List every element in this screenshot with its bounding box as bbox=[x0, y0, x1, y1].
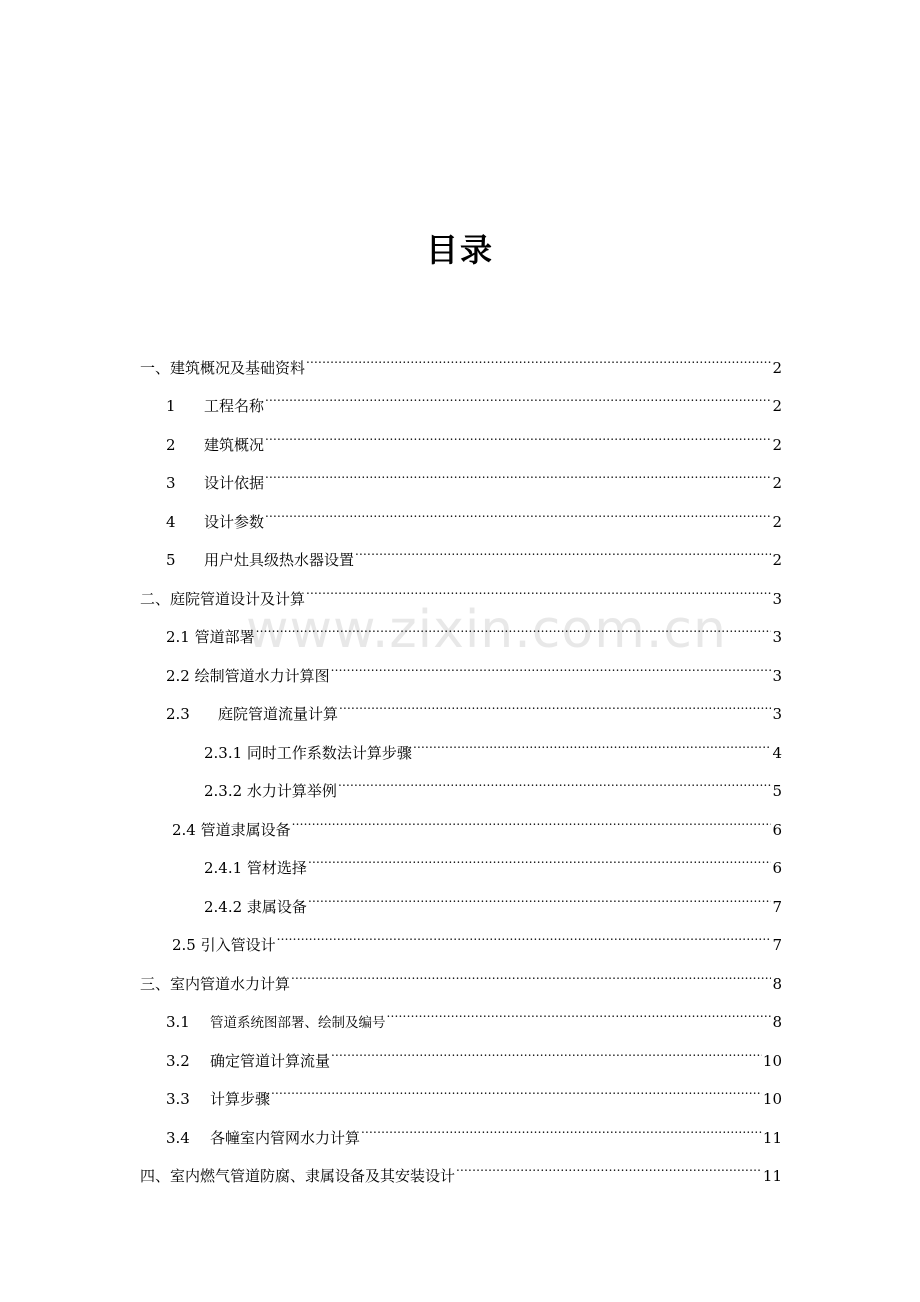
toc-entry-page: 2 bbox=[772, 512, 782, 531]
toc-entry-label: 三、室内管道水力计算 bbox=[140, 974, 291, 993]
toc-entry-page: 8 bbox=[772, 974, 782, 993]
toc-entry-label: 庭院管道流量计算 bbox=[218, 705, 339, 723]
dot-leader bbox=[265, 488, 771, 527]
toc-entry-label: 建筑概况 bbox=[204, 435, 265, 454]
toc-entry-page: 2 bbox=[772, 397, 782, 415]
dot-leader bbox=[361, 1104, 762, 1143]
toc-entry-page: 11 bbox=[762, 1128, 782, 1147]
toc-entry-page: 7 bbox=[772, 936, 782, 954]
toc-entry-number: 3.4 bbox=[166, 1128, 190, 1147]
dot-leader bbox=[413, 719, 772, 758]
dot-leader bbox=[256, 604, 772, 643]
toc-entry-number: 3.3 bbox=[166, 1090, 190, 1108]
toc-entry-number: 3.1 bbox=[166, 1013, 190, 1031]
dot-leader bbox=[265, 450, 771, 489]
toc-entry-page: 3 bbox=[772, 628, 782, 646]
toc-entry-label: 管道系统图部署、绘制及编号 bbox=[210, 1015, 386, 1031]
dot-leader bbox=[331, 1027, 762, 1066]
dot-leader bbox=[456, 1143, 762, 1182]
toc-entry-number: 1 bbox=[166, 397, 176, 415]
toc-entry-page: 10 bbox=[762, 1051, 782, 1070]
toc-title: 目录 bbox=[425, 231, 494, 269]
dot-leader bbox=[292, 796, 772, 835]
dot-leader bbox=[265, 373, 771, 412]
toc-entry-label: 2.1 管道部署 bbox=[166, 628, 255, 646]
toc-entry-page: 2 bbox=[772, 435, 782, 454]
watermark: www.zixin.com.cn bbox=[246, 600, 727, 660]
dot-leader bbox=[338, 758, 772, 797]
dot-leader bbox=[271, 1066, 762, 1105]
toc-entry[interactable] bbox=[140, 334, 782, 377]
toc-entry-page: 2 bbox=[772, 358, 782, 377]
toc-entry-label: 2.4 管道隶属设备 bbox=[172, 820, 291, 839]
toc-entry-number: 3.2 bbox=[166, 1051, 190, 1070]
toc-entry-page: 3 bbox=[772, 589, 782, 608]
dot-leader bbox=[277, 912, 772, 951]
toc-entry-label: 确定管道计算流量 bbox=[210, 1051, 331, 1070]
dot-leader bbox=[291, 950, 771, 989]
toc-entry-page: 2 bbox=[772, 474, 782, 492]
toc-entry-page: 3 bbox=[772, 705, 782, 723]
toc-entry-number: 3 bbox=[166, 474, 176, 492]
toc-entry-label: 2.3.2 水力计算举例 bbox=[204, 782, 337, 800]
toc-entry-page: 11 bbox=[762, 1167, 782, 1185]
toc-entry-label: 各幢室内管网水力计算 bbox=[210, 1128, 361, 1147]
toc-entry-page: 8 bbox=[772, 1013, 782, 1031]
toc-entry-page: 10 bbox=[762, 1090, 782, 1108]
dot-leader bbox=[308, 835, 772, 874]
toc-entry-label: 一、建筑概况及基础资料 bbox=[140, 358, 306, 377]
table-of-contents bbox=[140, 334, 782, 1185]
toc-entry-label: 2.3.1 同时工作系数法计算步骤 bbox=[204, 743, 412, 762]
toc-entry-number: 2 bbox=[166, 435, 176, 454]
toc-entry-label: 四、室内燃气管道防腐、隶属设备及其安装设计 bbox=[140, 1167, 456, 1185]
toc-entry-label: 2.2 绘制管道水力计算图 bbox=[166, 666, 330, 685]
toc-entry-label: 计算步骤 bbox=[210, 1090, 271, 1108]
toc-entry-label: 工程名称 bbox=[204, 397, 265, 415]
toc-entry-label: 2.4.2 隶属设备 bbox=[204, 897, 307, 916]
toc-entry-page: 7 bbox=[772, 897, 782, 916]
toc-entry-page: 6 bbox=[772, 859, 782, 877]
toc-entry-page: 4 bbox=[772, 743, 782, 762]
dot-leader bbox=[265, 411, 771, 450]
toc-entry-number: 5 bbox=[166, 551, 176, 569]
toc-entry-page: 5 bbox=[772, 782, 782, 800]
dot-leader bbox=[339, 681, 771, 720]
toc-entry-page: 6 bbox=[772, 820, 782, 839]
dot-leader bbox=[308, 873, 772, 912]
dot-leader bbox=[355, 527, 771, 566]
dot-leader bbox=[387, 989, 772, 1028]
toc-entry-label: 设计参数 bbox=[204, 512, 265, 531]
toc-entry-label: 用户灶具级热水器设置 bbox=[204, 551, 355, 569]
toc-entry-label: 2.4.1 管材选择 bbox=[204, 859, 307, 877]
toc-entry-label: 二、庭院管道设计及计算 bbox=[140, 589, 306, 608]
toc-entry-page: 3 bbox=[772, 666, 782, 685]
toc-entry-label: 设计依据 bbox=[204, 474, 265, 492]
toc-entry-label: 2.5 引入管设计 bbox=[172, 936, 276, 954]
dot-leader bbox=[306, 334, 771, 373]
dot-leader bbox=[306, 565, 771, 604]
toc-entry-number: 4 bbox=[166, 512, 176, 531]
toc-entry-number: 2.3 bbox=[166, 705, 190, 723]
toc-entry-page: 2 bbox=[772, 551, 782, 569]
dot-leader bbox=[331, 642, 772, 681]
